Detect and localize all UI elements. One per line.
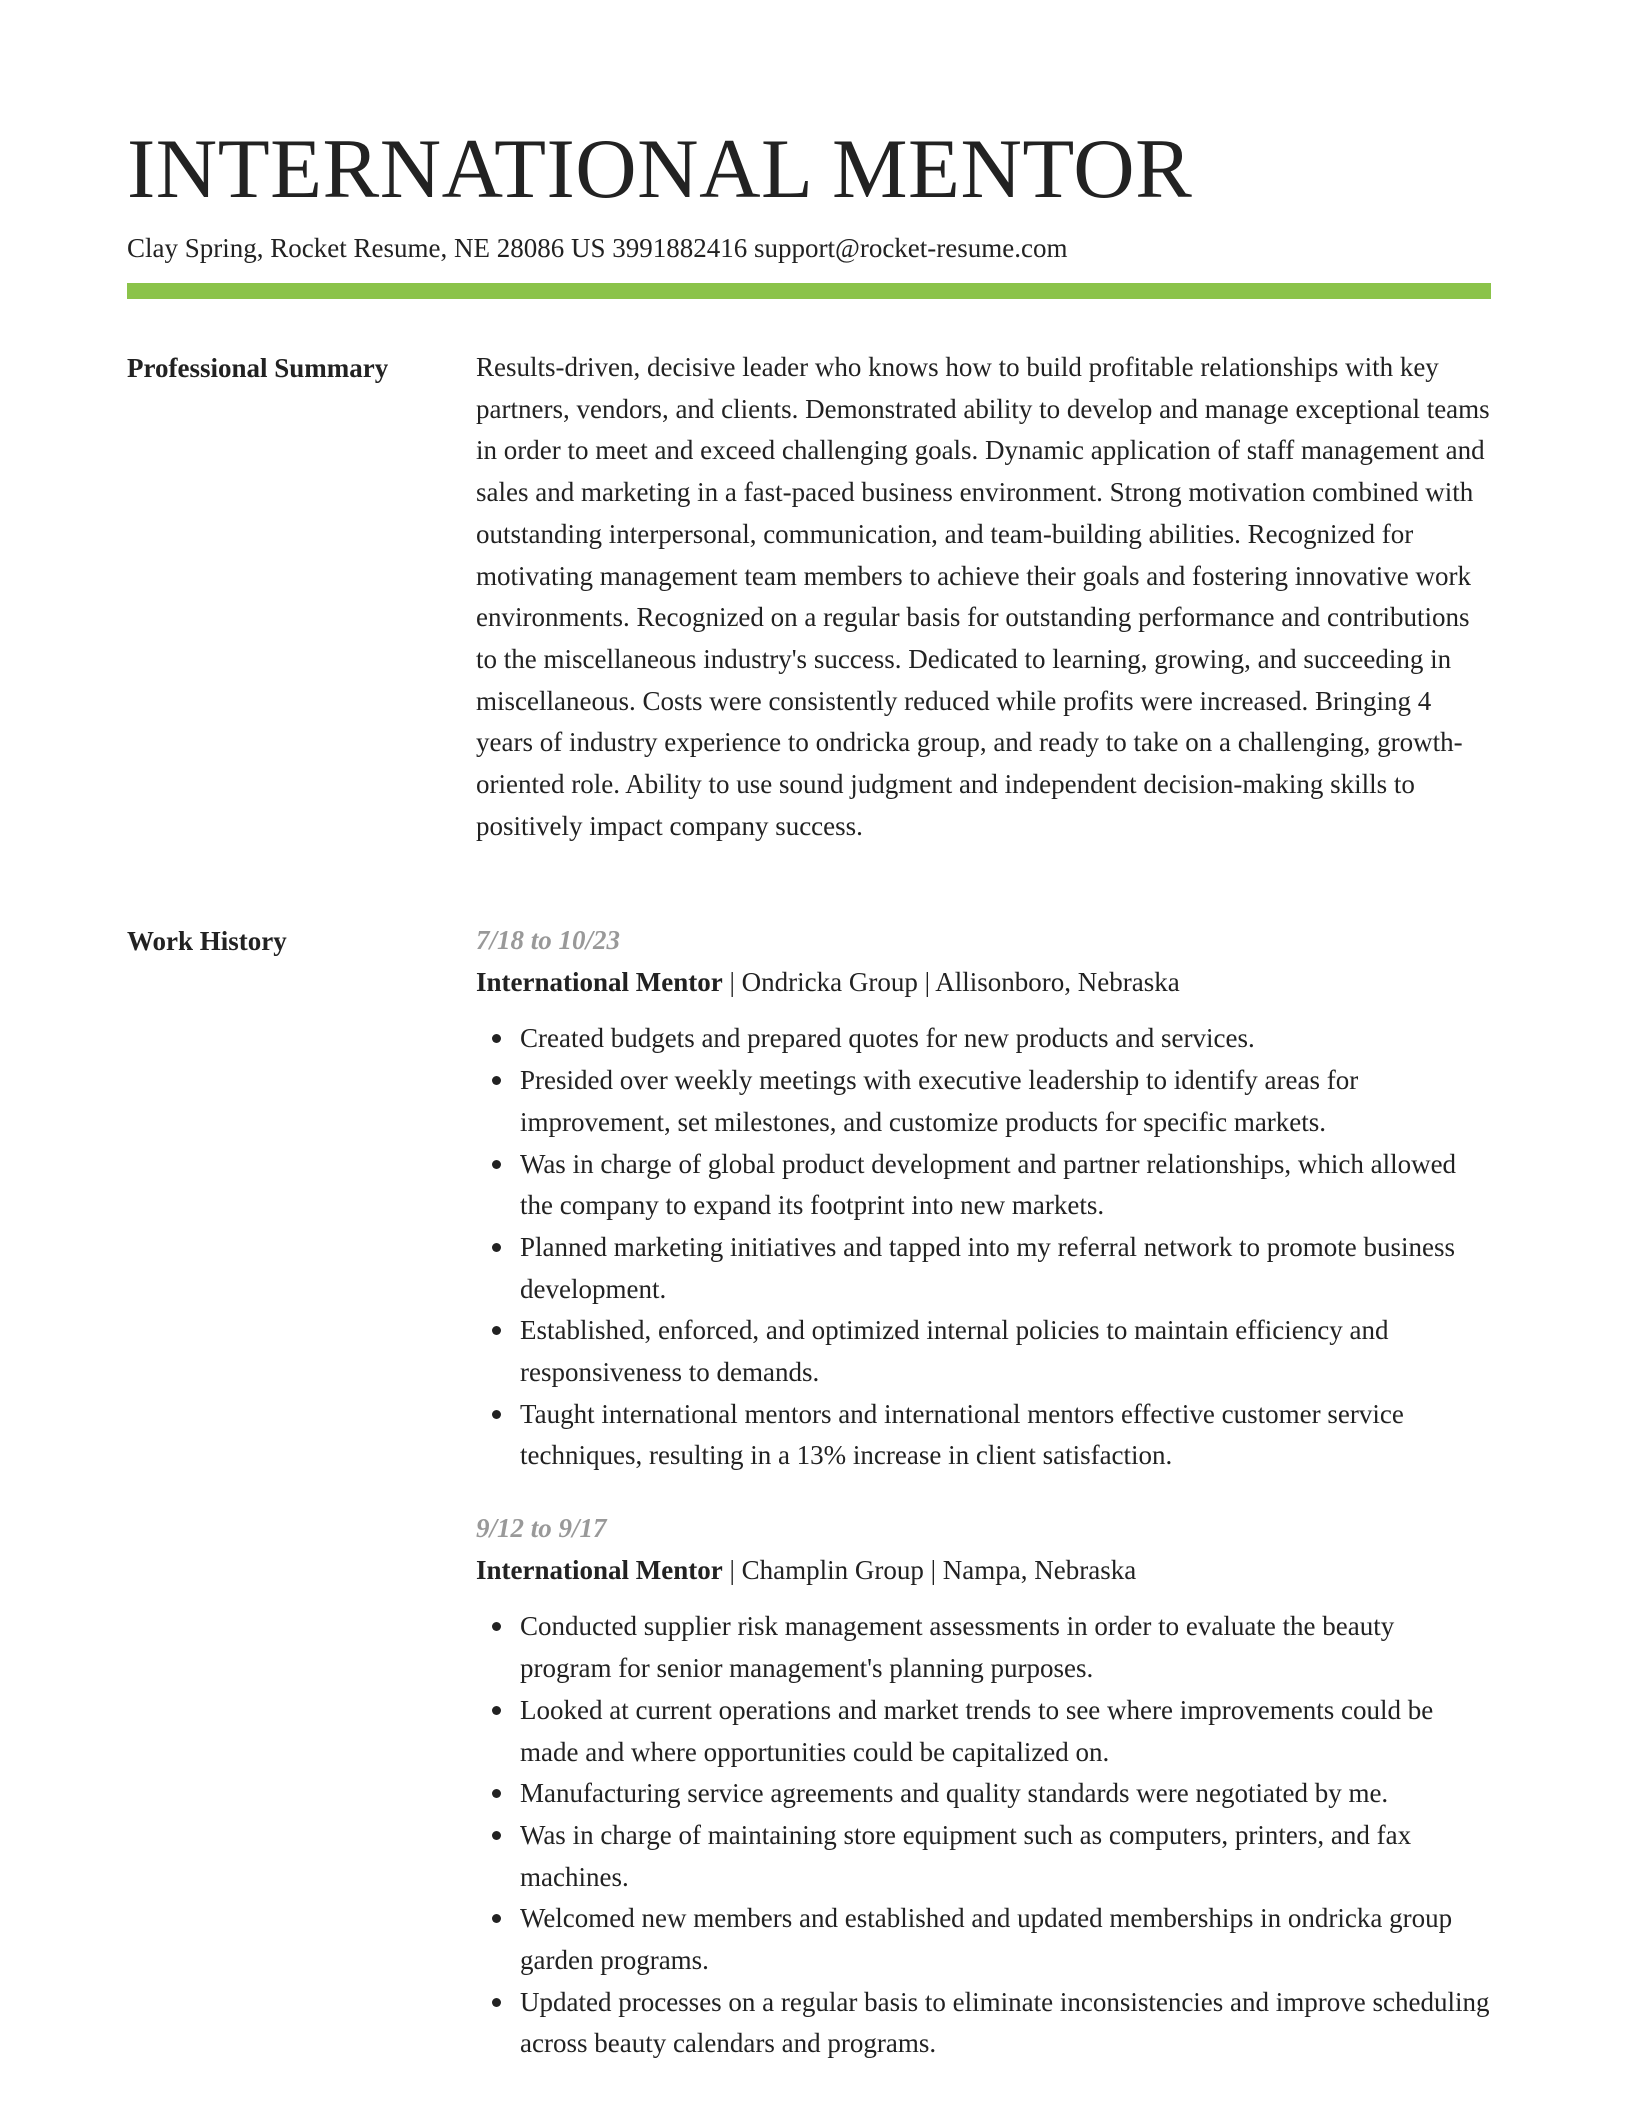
- job-bullet: [476, 1898, 1491, 1981]
- bullet-text: Taught international mentors and international mentors effective customer service techniques, resulting in a 13% increase in client satisfaction.: [520, 1398, 1404, 1471]
- job-bullet: [476, 1018, 1491, 1060]
- job-bullet: [476, 1982, 1491, 2065]
- job-bullet: [476, 1773, 1491, 1815]
- job-bullet: [476, 1606, 1491, 1689]
- bullet-dot: [492, 1326, 501, 1335]
- resume-name: INTERNATIONAL MENTOR: [127, 122, 1193, 216]
- summary-section-label: Professional Summary: [127, 353, 389, 383]
- bullet-text: Updated processes on a regular basis to eliminate inconsistencies and improve scheduling across beauty calendars and programs.: [520, 1986, 1490, 2059]
- bullet-text: Was in charge of maintaining store equipment such as computers, printers, and fax machines.: [520, 1819, 1412, 1892]
- bullet-dot: [492, 1789, 501, 1798]
- bullet-text: Conducted supplier risk management assessments in order to evaluate the beauty program for senior management's planning purposes.: [520, 1611, 1395, 1684]
- job-bullet: [476, 1310, 1491, 1393]
- job-entry-2: [476, 1508, 1491, 2065]
- bullet-text: Established, enforced, and optimized internal policies to maintain efficiency and responsiveness to demands.: [520, 1315, 1389, 1388]
- bullet-dot: [492, 1160, 501, 1169]
- job-bullet: [476, 1060, 1491, 1143]
- contact-info: Clay Spring, Rocket Resume, NE 28086 US 3991882416 support@rocket-resume.com: [127, 233, 1068, 263]
- job-bullet: [476, 1815, 1491, 1898]
- job-bullet-list: [476, 1606, 1491, 2065]
- summary-section: [476, 347, 1491, 847]
- job-dates: 9/12 to 9/17: [476, 1513, 607, 1543]
- summary-text: Results-driven, decisive leader who knows how to build profitable relationships with key partners, vendors, and clients. Demonstrated ability to develop and manage exceptional teams in order to meet and exceed challenging goals. Dynamic application of staff management and sales and marketing in a fast-paced business environment. Strong motivation combined with outstanding interpersonal, communication, and team-building abilities. Recognized for motivating management team members to achieve their goals and fostering innovative work environments. Recognized on a regular basis for outstanding performance and contributions to the miscellaneous industry's success. Dedicated to learning, growing, and succeeding in miscellaneous. Costs were consistently reduced while profits were increased. Bringing 4 years of industry experience to ondricka group, and ready to take on a challenging, growth-oriented role. Ability to use sound judgment and independent decision-making skills to positively impact company success.: [476, 352, 1490, 841]
- bullet-dot: [492, 1706, 501, 1715]
- job-header: [476, 962, 1491, 1004]
- job-title: International Mentor: [476, 1554, 723, 1585]
- work-history-section-label: Work History: [127, 926, 287, 956]
- job-bullet: [476, 1144, 1491, 1227]
- bullet-text: Looked at current operations and market trends to see where improvements could be made and where opportunities could be capitalized on.: [520, 1694, 1434, 1767]
- bullet-text: Was in charge of global product development and partner relationships, which allowed the company to expand its footprint into new markets.: [520, 1148, 1457, 1221]
- job-dates: 7/18 to 10/23: [476, 925, 621, 955]
- job-details: | Ondricka Group | Allisonboro, Nebraska: [722, 966, 1180, 997]
- job-title: International Mentor: [476, 966, 723, 997]
- job-bullet-list: [476, 1018, 1491, 1477]
- accent-divider: [127, 283, 1491, 299]
- bullet-dot: [492, 1998, 501, 2007]
- job-entry-1: [476, 920, 1491, 1477]
- bullet-text: Created budgets and prepared quotes for new products and services.: [520, 1023, 1255, 1054]
- bullet-text: Welcomed new members and established and updated memberships in ondricka group garden programs.: [520, 1903, 1453, 1976]
- bullet-dot: [492, 1914, 501, 1923]
- bullet-text: Planned marketing initiatives and tapped into my referral network to promote business development.: [520, 1231, 1456, 1304]
- job-bullet: [476, 1690, 1491, 1773]
- job-bullet: [476, 1227, 1491, 1310]
- bullet-text: Presided over weekly meetings with executive leadership to identify areas for improvement, set milestones, and customize products for specific markets.: [520, 1065, 1359, 1137]
- bullet-dot: [492, 1243, 501, 1252]
- bullet-text: Manufacturing service agreements and quality standards were negotiated by me.: [520, 1778, 1389, 1809]
- job-header: [476, 1550, 1491, 1592]
- bullet-dot: [492, 1622, 501, 1631]
- job-bullet: [476, 1394, 1491, 1477]
- bullet-dot: [492, 1076, 501, 1085]
- bullet-dot: [492, 1410, 501, 1419]
- bullet-dot: [492, 1034, 501, 1043]
- bullet-dot: [492, 1831, 501, 1840]
- job-details: | Champlin Group | Nampa, Nebraska: [722, 1554, 1137, 1585]
